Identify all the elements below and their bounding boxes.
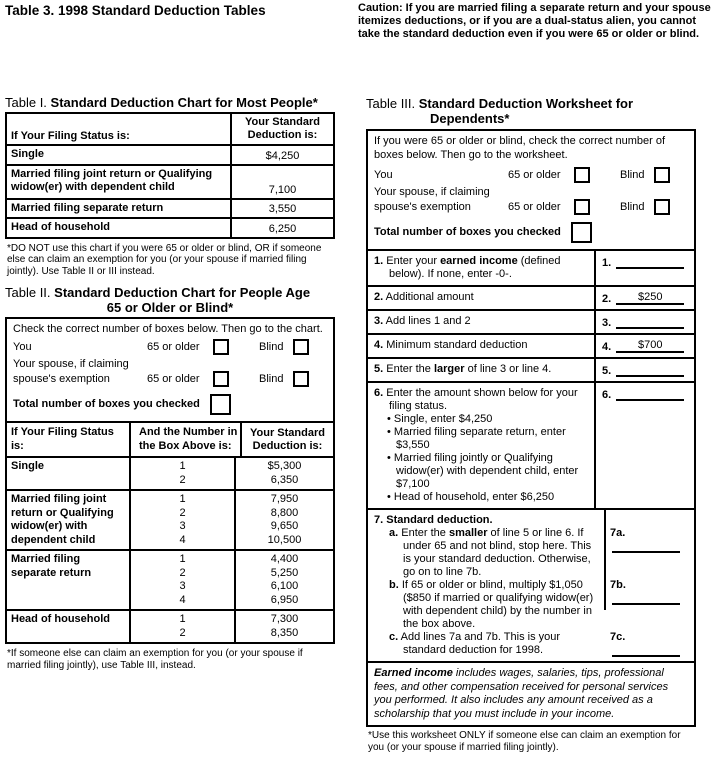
total-boxes-label: Total number of boxes you checked bbox=[13, 398, 200, 410]
amount-cell: 3,550 bbox=[268, 203, 297, 215]
table2-spouse-row bbox=[13, 371, 327, 387]
box-count-cell: 1 2 3 4 bbox=[131, 551, 236, 609]
spouse-label-line1: Your spouse, if claiming bbox=[13, 358, 129, 370]
you-label: You bbox=[13, 340, 32, 353]
worksheet-line-4: 4. Minimum standard deduction 4. $700 bbox=[368, 333, 694, 357]
amount-cell: 4,400 5,250 6,100 6,950 bbox=[270, 553, 299, 606]
worksheet-line-3: 3. Add lines 1 and 2 3. bbox=[368, 309, 694, 333]
filing-status-cell: Married filing separate return bbox=[7, 551, 131, 609]
left-column bbox=[5, 95, 335, 679]
blind-label: Blind bbox=[259, 340, 284, 353]
line4-entry-blank[interactable]: $700 bbox=[616, 339, 684, 353]
line7c-text: c. Add lines 7a and 7b. This is your standard deduction for 1998. bbox=[389, 631, 561, 656]
t3-you-65-checkbox[interactable] bbox=[574, 167, 590, 183]
entry-label: 5. bbox=[602, 365, 612, 377]
table3-title: Table III. Standard Deduction Worksheet for bbox=[366, 96, 634, 111]
table1-label: Table I. bbox=[5, 95, 47, 110]
partial-divider bbox=[604, 510, 606, 610]
entry-label: 4. bbox=[602, 341, 612, 353]
table-row bbox=[7, 144, 333, 164]
caution-note: Caution: If you are married filing a separate return and your spouse itemizes deductions, or if you are a dual-status alien, you cannot take the standard deduction even if you were 65 or older or blind. bbox=[358, 2, 711, 40]
box-count-cell: 1 2 bbox=[131, 611, 236, 642]
entry-label: 7b. bbox=[610, 579, 626, 591]
worksheet-line-7: 7. Standard deduction. a. Enter the smaller of line 5 or line 6. If under 65 and not blind, stop here. This is your standard deduction. Otherwise, go on to line 7b. b. If 65 or older or blind, multiply $1,050 ($850 if married or qualifying widow(er) with dependent child) by the number in the box above. c. Add lines 7a and 7b. This is your standard deduction for 1998. 7a. 7b. 7c. bbox=[368, 508, 694, 661]
t2-you-blind-checkbox[interactable] bbox=[293, 339, 309, 355]
table3-you-row bbox=[374, 167, 688, 183]
table-row bbox=[7, 549, 333, 609]
table3-title-line2: Dependents* bbox=[430, 111, 510, 126]
older-label: 65 or older bbox=[147, 372, 200, 385]
filing-status-cell: Married filing joint return or Qualifying widow(er) with dependent child bbox=[7, 491, 131, 549]
table2-check-intro: Check the correct number of boxes below. Then go to the chart. bbox=[13, 323, 323, 335]
line6-entry-blank[interactable] bbox=[616, 387, 684, 401]
amount-cell: 7,950 8,800 9,650 10,500 bbox=[267, 493, 302, 546]
table1-footnote: *DO NOT use this chart if you were 65 or older or blind, OR if someone else can claim an exemption for you (or your spouse if married filing jointly). Use Table II or III instead. bbox=[7, 242, 322, 277]
table2-footnote: *If someone else can claim an exemption for you (or your spouse if married filing jointly), use Table III, instead. bbox=[7, 648, 303, 671]
line6-bullet: • Head of household, enter $6,250 bbox=[374, 491, 590, 504]
table3-footnote: *Use this worksheet ONLY if someone else can claim an exemption for you (or your spouse if married filing jointly). bbox=[368, 730, 681, 753]
line7a-text: a. Enter the smaller of line 5 or line 6. If under 65 and not blind, stop here. This is your standard deduction. Otherwise, go on to line 7b. bbox=[389, 527, 592, 578]
entry-label: 7c. bbox=[610, 631, 626, 643]
table-row bbox=[7, 217, 333, 237]
line7b-entry-blank[interactable] bbox=[612, 591, 680, 605]
filing-status-cell: Head of household bbox=[7, 611, 131, 642]
line7c-entry-blank[interactable] bbox=[612, 643, 680, 657]
t2-spouse-65-checkbox[interactable] bbox=[213, 371, 229, 387]
page-title: Table 3. 1998 Standard Deduction Tables bbox=[5, 3, 266, 18]
entry-label: 1. bbox=[602, 257, 612, 269]
table3-check-intro: If you were 65 or older or blind, check the correct number of boxes below. Then go to the worksheet. bbox=[374, 135, 666, 161]
table3 bbox=[366, 129, 696, 727]
line7a-entry-blank[interactable] bbox=[612, 539, 680, 553]
filing-status-cell: Head of household bbox=[7, 219, 232, 237]
table3-total-row bbox=[374, 222, 688, 243]
table1-header-row bbox=[7, 114, 333, 144]
table2-deduction-header: Your Standard Deduction is: bbox=[250, 426, 325, 452]
t3-spouse-65-checkbox[interactable] bbox=[574, 199, 590, 215]
line2-entry-blank[interactable]: $250 bbox=[616, 291, 684, 305]
line6-bullet: • Single, enter $4,250 bbox=[374, 413, 590, 426]
table1 bbox=[5, 112, 335, 239]
blind-label: Blind bbox=[620, 168, 645, 181]
table1-deduction-header: Your Standard Deduction is: bbox=[245, 116, 320, 141]
table3-label: Table III. bbox=[366, 96, 416, 111]
box-count-cell: 1 2 3 4 bbox=[131, 491, 236, 549]
right-column bbox=[366, 96, 696, 761]
table-row bbox=[7, 456, 333, 489]
line-marker: 2. bbox=[374, 291, 384, 303]
table-row bbox=[7, 198, 333, 218]
entry-label: 6. bbox=[602, 389, 612, 401]
line3-entry-blank[interactable] bbox=[616, 315, 684, 329]
table2-you-row bbox=[13, 339, 327, 355]
line-marker: 5. bbox=[374, 363, 384, 375]
t2-you-65-checkbox[interactable] bbox=[213, 339, 229, 355]
box-count-cell: 1 2 bbox=[131, 458, 236, 489]
table3-spouse-row bbox=[374, 199, 688, 215]
you-label: You bbox=[374, 168, 393, 181]
table2-checkbox-section bbox=[7, 319, 333, 421]
table1-status-header: If Your Filing Status is: bbox=[7, 114, 232, 144]
entry-label: 2. bbox=[602, 293, 612, 305]
worksheet-line-5: 5. Enter the larger of line 3 or line 4. 5. bbox=[368, 357, 694, 381]
table2-label: Table II. bbox=[5, 285, 51, 300]
line6-bullet: • Married filing jointly or Qualifying widow(er) with dependent child, enter $7,100 bbox=[374, 452, 590, 491]
worksheet-line-6: 6. Enter the amount shown below for your filing status. • Single, enter $4,250 • Married filing separate return, enter $3,550 • Married filing jointly or Qualifying widow(er) with dependent child, enter $7,100 • Head of household, enter $6,250 6. bbox=[368, 381, 694, 508]
table2-chart-header bbox=[7, 421, 333, 456]
table2-total-row bbox=[13, 394, 327, 415]
filing-status-cell: Married filing joint return or Qualifying widow(er) with dependent child bbox=[7, 166, 232, 198]
blind-label: Blind bbox=[259, 372, 284, 385]
older-label: 65 or older bbox=[508, 200, 561, 213]
total-boxes-label: Total number of boxes you checked bbox=[374, 226, 561, 238]
entry-label: 7a. bbox=[610, 527, 626, 539]
filing-status-cell: Single bbox=[7, 458, 131, 489]
table-row bbox=[7, 164, 333, 198]
table2-title-line2: 65 or Older or Blind* bbox=[106, 300, 234, 315]
spouse-label-line1: Your spouse, if claiming bbox=[374, 186, 490, 198]
entry-label: 3. bbox=[602, 317, 612, 329]
older-label: 65 or older bbox=[147, 340, 200, 353]
line-marker: 3. bbox=[374, 315, 384, 327]
amount-cell: $4,250 bbox=[265, 149, 300, 162]
table2-title: Table II. Standard Deduction Chart for People Age bbox=[5, 285, 311, 300]
line-marker: 6. bbox=[374, 387, 384, 399]
table3-checkbox-section bbox=[368, 131, 694, 249]
t3-total-boxes-checkbox[interactable] bbox=[571, 222, 592, 243]
line1-entry-blank[interactable] bbox=[616, 255, 684, 269]
blind-label: Blind bbox=[620, 200, 645, 213]
line6-bullet: • Married filing separate return, enter $3,550 bbox=[374, 426, 590, 452]
amount-cell: 7,300 8,350 bbox=[270, 613, 299, 639]
table2-boxes-header: And the Number in the Box Above is: bbox=[131, 423, 242, 456]
spouse-label-line2: spouse's exemption bbox=[13, 372, 110, 385]
line5-entry-blank[interactable] bbox=[616, 363, 684, 377]
amount-cell: 7,100 bbox=[268, 183, 297, 196]
amount-cell: 6,250 bbox=[268, 222, 297, 235]
filing-status-cell: Single bbox=[7, 146, 232, 164]
table-row bbox=[7, 489, 333, 549]
line-marker: 7. bbox=[374, 514, 384, 526]
line-marker: 4. bbox=[374, 339, 384, 351]
line7b-text: b. If 65 or older or blind, multiply $1,050 ($850 if married or qualifying widow(er) with dependent child) by the number in the box above. bbox=[389, 579, 594, 630]
filing-status-cell: Married filing separate return bbox=[7, 200, 232, 218]
amount-cell: $5,300 6,350 bbox=[267, 460, 302, 486]
table1-title: Table I. Standard Deduction Chart for Most People* bbox=[5, 95, 318, 110]
older-label: 65 or older bbox=[508, 168, 561, 181]
worksheet-line-1: 1. Enter your earned income (defined below). If none, enter -0-. 1. bbox=[368, 249, 694, 285]
earned-income-note: Earned income includes wages, salaries, tips, professional fees, and other compensation received for personal services you performed. It also includes any amount received as a scholarship that you must include in your income. bbox=[368, 661, 694, 725]
t2-total-boxes-checkbox[interactable] bbox=[210, 394, 231, 415]
t2-spouse-blind-checkbox[interactable] bbox=[293, 371, 309, 387]
t3-you-blind-checkbox[interactable] bbox=[654, 167, 670, 183]
spouse-label-line2: spouse's exemption bbox=[374, 200, 471, 213]
worksheet-line-2: 2. Additional amount 2. $250 bbox=[368, 285, 694, 309]
table-row bbox=[7, 609, 333, 642]
table2-status-header: If Your Filing Status is: bbox=[7, 423, 131, 456]
t3-spouse-blind-checkbox[interactable] bbox=[654, 199, 670, 215]
table2 bbox=[5, 317, 335, 644]
line-marker: 1. bbox=[374, 255, 384, 267]
